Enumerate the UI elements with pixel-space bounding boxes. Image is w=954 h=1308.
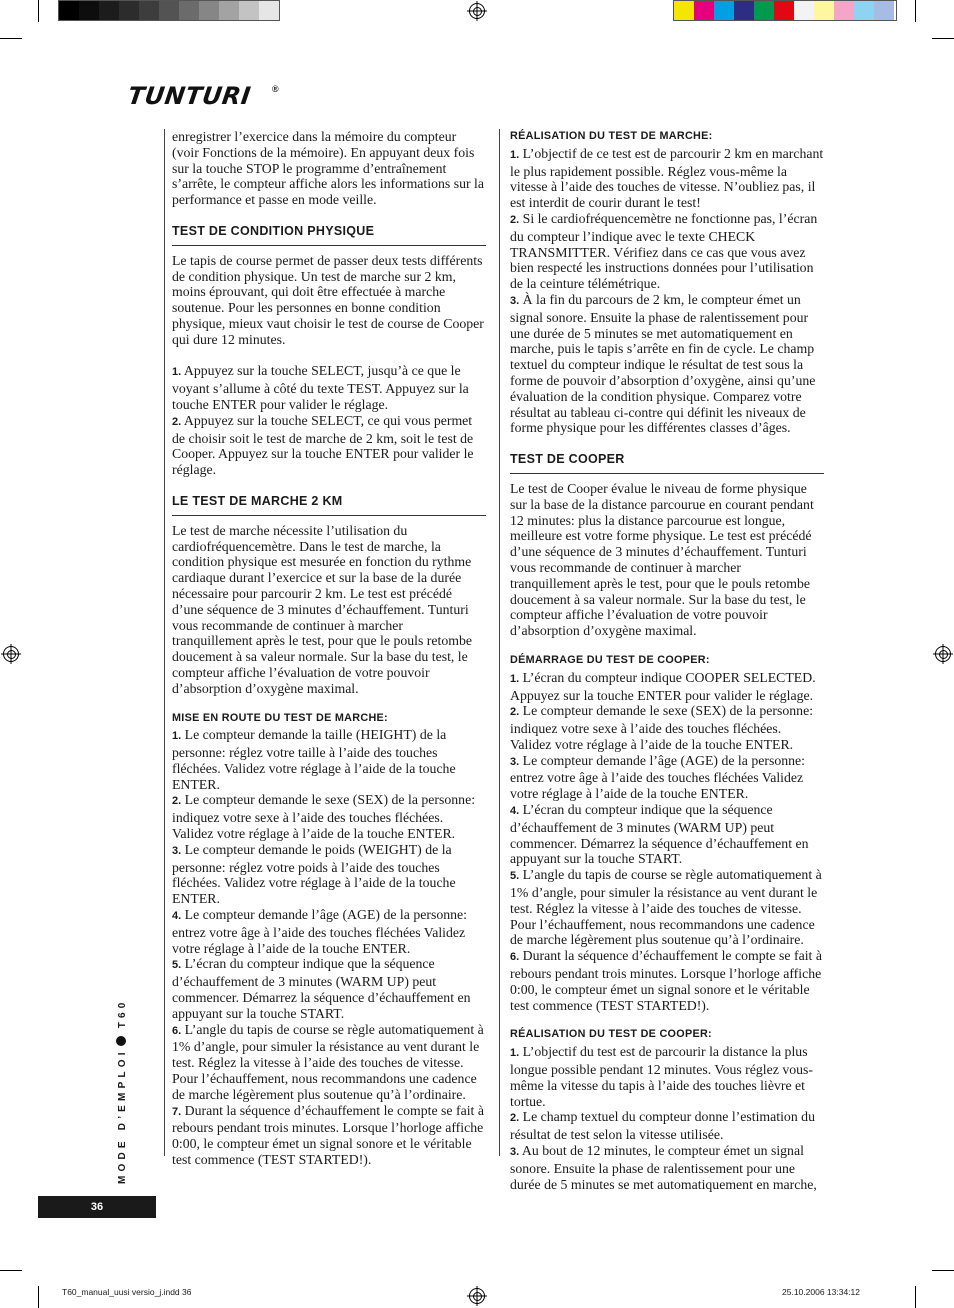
registration-mark-bottom-icon [469, 1288, 485, 1304]
color-swatch [99, 1, 119, 20]
color-swatch [794, 1, 814, 20]
walk-start-steps-list [172, 727, 486, 1168]
step-text: L’angle du tapis de course se règle automatiquement à 1% d’angle, pour simuler la résistance au vent durant le test. Réglez la vitesse à l’aide des touches de vitesse. Pour l’échauffement, nous recommandons une cadence de marche légèrement plus soutenue qu’à l’ordinaire. [172, 1021, 484, 1102]
color-swatch [854, 1, 874, 20]
footer-timestamp: 25.10.2006 13:34:12 [782, 1287, 860, 1297]
crop-mark-icon [38, 1286, 39, 1308]
step-number: 1. [172, 366, 182, 379]
step-text: L’écran du compteur indique que la séquence d’échauffement de 3 minutes (WARM UP) peut commencer. Démarrez la séquence d’échauffement en appuyant sur la touche START. [510, 802, 809, 867]
heading-cooper-execution: RÉALISATION DU TEST DE COOPER: [510, 1028, 712, 1041]
color-swatch [834, 1, 854, 20]
crop-mark-icon [0, 38, 22, 39]
side-label-text: MODE D’EMPLOI [117, 1048, 128, 1184]
step-item [172, 363, 486, 412]
crop-mark-icon [932, 1270, 954, 1271]
grayscale-color-bar [58, 0, 280, 21]
step-item [172, 413, 486, 478]
right-column [510, 129, 824, 1192]
color-swatch [179, 1, 199, 20]
registration-mark-right-icon [935, 646, 951, 662]
registration-mark-left-icon [3, 646, 19, 662]
heading-walk-test: LE TEST DE MARCHE 2 KM [172, 494, 486, 516]
step-text: Durant la séquence d’échauffement le compte se fait à rebours pendant trois minutes. Lorsque l’horloge affiche 0:00, le compteur émet un signal sonore et le véritable test commence (TEST STARTED!). [172, 1102, 484, 1168]
intro-paragraph: enregistrer l’exercice dans la mémoire du compteur (voir Fonctions de la mémoire). En appuyant deux fois sur la touche STOP le programme d’entraînement s’arrête, le compteur affiche alors les informations sur la performance et passe en mode veille. [172, 129, 484, 208]
color-swatch [119, 1, 139, 20]
crop-mark-icon [38, 0, 39, 22]
step-number: 2. [172, 795, 182, 808]
step-text: Le compteur demande la taille (HEIGHT) de la personne: réglez votre taille à l’aide des touches fléchées. Validez votre réglage à l’aide de la touche ENTER. [172, 727, 456, 792]
color-swatch [159, 1, 179, 20]
step-text: Au bout de 12 minutes, le compteur émet un signal sonore. Ensuite la phase de ralentissement pour une durée de 5 minutes se met automatiquement en marche, [510, 1143, 817, 1192]
step-number: 1. [510, 672, 520, 685]
bullet-dot-icon [116, 1036, 126, 1046]
step-number: 1. [172, 730, 182, 743]
step-item [510, 1044, 824, 1109]
heading-condition-test: TEST DE CONDITION PHYSIQUE [172, 224, 486, 246]
step-item [510, 948, 824, 1013]
heading-walk-test-start: MISE EN ROUTE DU TEST DE MARCHE: [172, 711, 388, 724]
color-swatch [754, 1, 774, 20]
tunturi-logo: TUNTURI [126, 82, 253, 110]
condition-test-paragraph: Le tapis de course permet de passer deux tests différents de condition physique. Un test de marche sur 2 km, moins éprouvant, qui doit être effectuée à marche soutenue. Pour les personnes en bonne condition physique, mieux vaut choisir le test de course de Cooper qui dure 12 minutes. [172, 252, 484, 347]
color-swatch [674, 1, 694, 20]
step-item [172, 1022, 486, 1103]
step-number: 3. [510, 294, 520, 307]
step-item [510, 867, 824, 948]
step-text: Si le cardiofréquencemètre ne fonctionne pas, l’écran du compteur l’indique avec le texte CHECK TRANSMITTER. Vérifiez dans ce cas que vous avez bien respecté les instructions données pour l’utilisation de la ceinture télémétrique. [510, 210, 818, 292]
side-label-model: T60 [117, 998, 128, 1029]
color-swatch [239, 1, 259, 20]
column-divider-right [499, 129, 500, 1156]
column-divider-left [164, 129, 165, 1156]
side-label [112, 998, 132, 1188]
step-item [172, 842, 486, 907]
step-item [172, 727, 486, 792]
page-number: 36 [38, 1196, 156, 1218]
step-number: 2. [510, 1112, 520, 1125]
crop-mark-icon [0, 1270, 22, 1271]
step-text: L’écran du compteur indique que la séquence d’échauffement de 3 minutes (WARM UP) peut commencer. Démarrez la séquence d’échauffement en appuyant sur la touche START. [172, 956, 471, 1021]
color-swatch [694, 1, 714, 20]
color-swatch [814, 1, 834, 20]
step-text: L’objectif du test est de parcourir la distance la plus longue possible pendant 12 minutes. Vous réglez vous-même la vitesse du tapis à l’aide des touches lièvre et tortue. [510, 1044, 813, 1109]
color-swatch [219, 1, 239, 20]
step-item [510, 1143, 824, 1192]
step-number: 5. [172, 959, 182, 972]
step-item [172, 956, 486, 1021]
step-number: 1. [510, 1047, 520, 1060]
step-item [510, 670, 824, 704]
cooper-start-steps-list [510, 670, 824, 1014]
step-text: Le compteur demande le poids (WEIGHT) de la personne: réglez votre poids à l’aide des touches fléchées. Validez votre réglage à l’aide de la touche ENTER. [172, 841, 456, 907]
crop-mark-icon [932, 38, 954, 39]
step-text: L’objectif de ce test est de parcourir 2 km en marchant le plus rapidement possible. Réglez vous-même la vitesse à l’aide des touches de vitesse. N’oubliez pas, il est interdit de courir durant le test! [510, 145, 824, 211]
color-swatch [734, 1, 754, 20]
step-number: 1. [510, 148, 520, 161]
left-column [172, 129, 486, 1168]
step-number: 3. [510, 755, 520, 768]
color-swatch [79, 1, 99, 20]
color-swatch [59, 1, 79, 20]
registered-mark: ® [272, 84, 279, 94]
step-number: 5. [510, 870, 520, 883]
color-swatch [714, 1, 734, 20]
step-text: L’angle du tapis de course se règle automatiquement à 1% d’angle, pour simuler la résistance au vent durant le test. Réglez la vitesse à l’aide des touches de vitesse. Pour l’échauffement, nous recommandons une cadence de marche légèrement plus soutenue qu’à l’ordinaire. [510, 867, 822, 948]
step-text: L’écran du compteur indique COOPER SELECTED. Appuyez sur la touche ENTER pour valider le réglage. [510, 669, 816, 703]
step-number: 2. [510, 706, 520, 719]
process-color-bar [673, 0, 897, 21]
crop-mark-icon [915, 1286, 916, 1308]
step-text: Durant la séquence d’échauffement le compte se fait à rebours pendant trois minutes. Lorsque l’horloge affiche 0:00, le compteur émet un signal sonore et le véritable test commence (TEST STARTED!). [510, 948, 822, 1013]
step-text: À la fin du parcours de 2 km, le compteur émet un signal sonore. Ensuite la phase de ralentissement pour une durée de 5 minutes se met automatiquement en marche, puis le tapis s’arrête en fin de cycle. Le champ textuel du compteur indique le résultat de test sous la forme de pouvoir d’absorption d’oxygène, ainsi qu’une évaluation de la condition physique. Comparez votre résultat au tableau ci-contre qui définit les niveaux de forme physique pour les différentes classes d’âges. [510, 291, 816, 436]
step-item [510, 703, 824, 752]
step-item [510, 146, 824, 211]
cooper-execution-steps-list [510, 1044, 824, 1192]
step-number: 4. [510, 805, 520, 818]
walk-test-paragraph: Le test de marche nécessite l’utilisation du cardiofréquencemètre. Dans le test de marche, la condition physique est mesurée en fonction du rythme cardiaque durant l’exercice et sur la base de la durée nécessaire pour parcourir 2 km. Le test est précédé d’une séquence de 3 minutes d’échauffement. Tunturi vous recommande de continuer à marcher tranquillement après le test, pour que le pouls retombe doucement à sa valeur normale. Sur la base du test, le compteur affiche l’évaluation de votre pouvoir d’absorption d’oxygène maximal. [172, 522, 472, 696]
step-item [510, 1109, 824, 1143]
step-text: Le compteur demande l’âge (AGE) de la personne: entrez votre âge à l’aide des touches fléchées Validez votre réglage à l’aide de la touche ENTER. [510, 752, 805, 802]
color-swatch [199, 1, 219, 20]
step-item [510, 292, 824, 436]
step-text: Appuyez sur la touche SELECT, jusqu’à ce que le voyant s’allume à côté du texte TEST. Appuyez sur la touche ENTER pour valider le réglage. [172, 363, 469, 412]
step-item [510, 802, 824, 867]
registration-mark-top-icon [469, 3, 485, 19]
step-text: Le compteur demande le sexe (SEX) de la personne: indiquez votre sexe à l’aide des touches fléchées. Validez votre réglage à l’aide de la touche ENTER. [510, 703, 814, 752]
step-text: Le compteur demande l’âge (AGE) de la personne: entrez votre âge à l’aide des touches fléchées Validez votre réglage à l’aide de la touche ENTER. [172, 907, 467, 956]
step-item [172, 907, 486, 956]
step-item [172, 792, 486, 841]
step-number: 2. [510, 213, 520, 226]
condition-steps-list [172, 363, 486, 478]
color-swatch [139, 1, 159, 20]
step-item [172, 1103, 486, 1168]
step-number: 6. [510, 951, 520, 964]
color-swatch [259, 1, 279, 20]
step-text: Le champ textuel du compteur donne l’estimation du résultat de test selon la vitesse utilisée. [510, 1109, 815, 1143]
step-number: 3. [172, 844, 182, 857]
step-text: Appuyez sur la touche SELECT, ce qui vous permet de choisir soit le test de marche de 2 km, soit le test de Cooper. Appuyez sur la touche ENTER pour valider le réglage. [172, 412, 474, 478]
color-swatch [874, 1, 894, 20]
step-number: 6. [172, 1024, 182, 1037]
cooper-test-paragraph: Le test de Cooper évalue le niveau de forme physique sur la base de la distance parcourue en courant pendant 12 minutes: plus la distance parcourue est longue, meilleure est votre forme physique. Le test est précédé d’une séquence de 3 minutes d’échauffement. Tunturi vous recommande de continuer à marcher tranquillement après le test, pour que le pouls retombe doucement à sa valeur normale. Sur la base du test, le compteur affiche l’évaluation de votre pouvoir d’absorption d’oxygène maximal. [510, 480, 814, 639]
step-item [510, 211, 824, 292]
step-number: 3. [510, 1146, 520, 1159]
heading-walk-test-execution: RÉALISATION DU TEST DE MARCHE: [510, 130, 713, 142]
crop-mark-icon [915, 0, 916, 22]
heading-cooper-test: TEST DE COOPER [510, 452, 824, 474]
step-item [510, 753, 824, 802]
footer-file-info: T60_manual_uusi versio_j.indd 36 [62, 1287, 192, 1297]
step-text: Le compteur demande le sexe (SEX) de la personne: indiquez votre sexe à l’aide des touches fléchées. Validez votre réglage à l’aide de la touche ENTER. [172, 792, 476, 842]
step-number: 7. [172, 1105, 182, 1118]
heading-cooper-start: DÉMARRAGE DU TEST DE COOPER: [510, 653, 710, 666]
color-swatch [774, 1, 794, 20]
walk-execution-steps-list [510, 146, 824, 436]
step-number: 2. [172, 415, 182, 428]
step-number: 4. [172, 910, 182, 923]
